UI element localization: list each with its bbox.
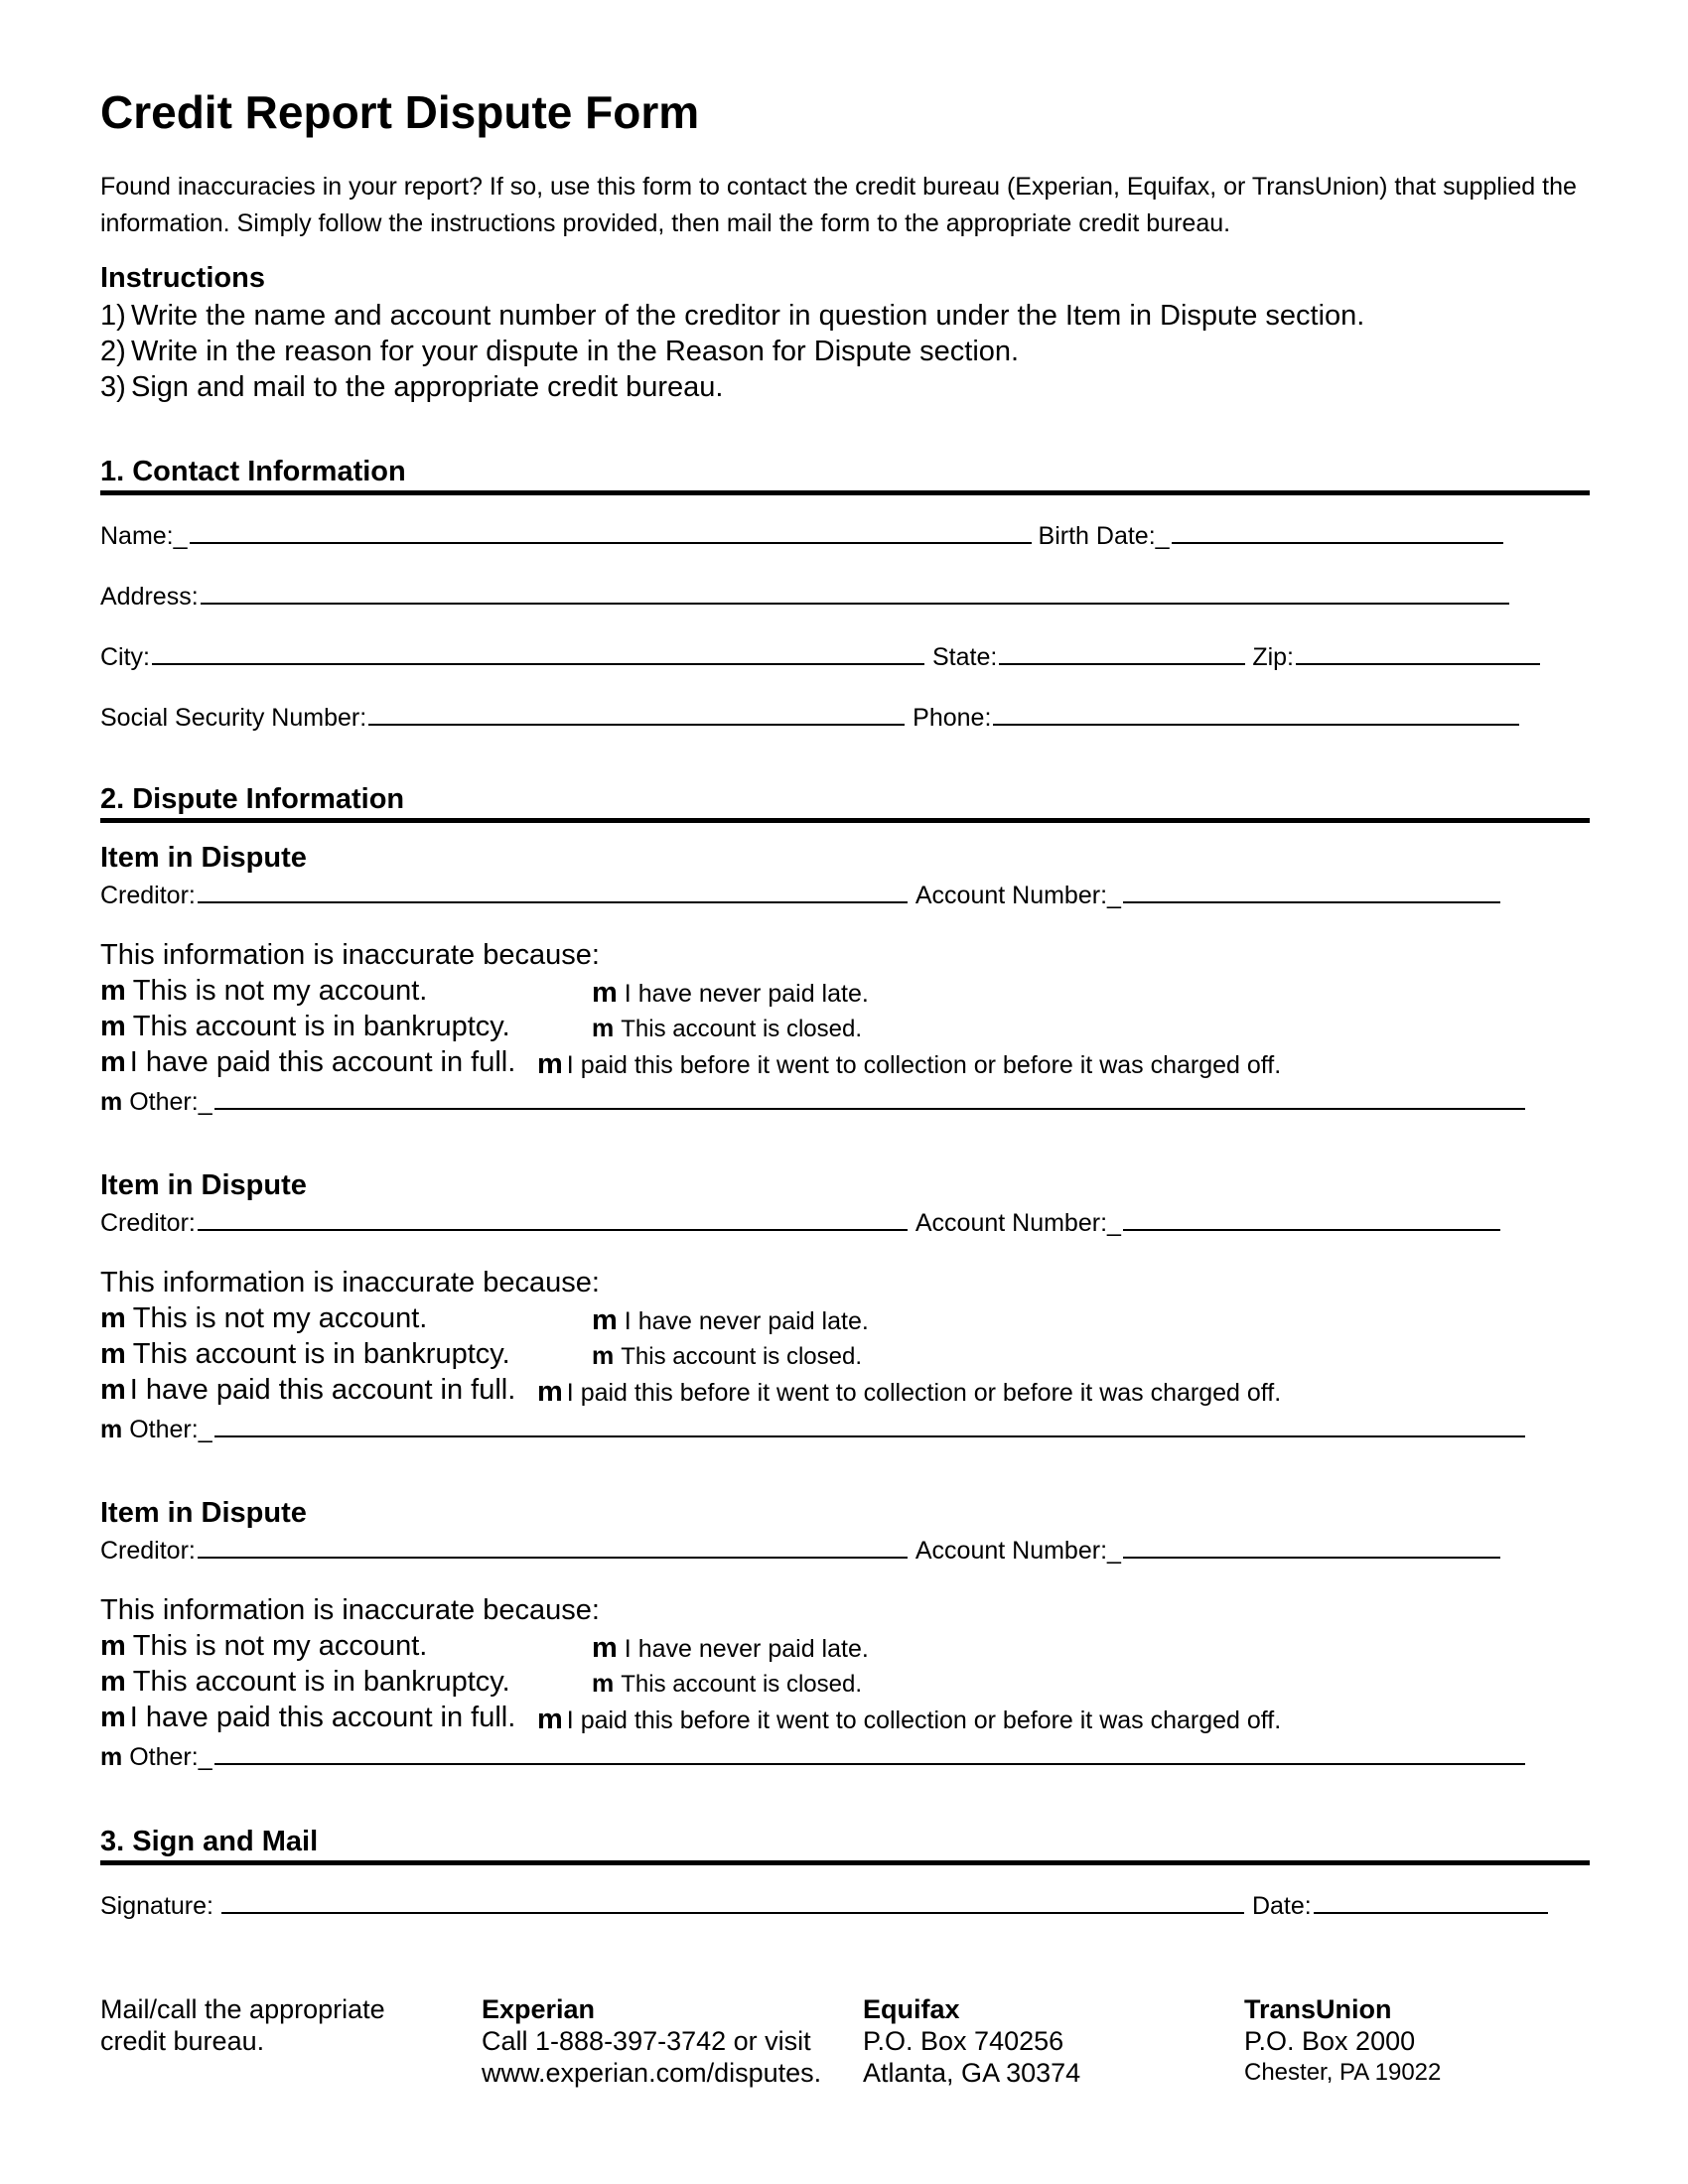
option-label: This is not my account. [132,1302,428,1334]
bureau-name: TransUnion [1244,1994,1392,2024]
contact-section-heading [100,453,1590,495]
phone-label: Phone: [913,704,992,732]
phone-field[interactable] [993,702,1519,726]
option-label: This account is in bankruptcy. [132,1011,510,1042]
option-label: I paid this before it went to collection or before it was charged off. [566,1051,1282,1079]
option-never-paid-late[interactable] [592,1634,869,1663]
inaccurate-because-label: This information is inaccurate because: [100,1594,600,1626]
signature-row [100,1890,1548,1919]
step-text: Write in the reason for your dispute in the Reason for Dispute section. [131,336,1020,367]
option-label: I have never paid late. [624,980,869,1008]
address-label: Address: [100,583,199,611]
option-other-row [100,1086,1525,1115]
checkbox-icon[interactable]: m [100,1302,126,1334]
other-reason-field[interactable] [214,1741,1525,1765]
option-other-row [100,1414,1525,1442]
bureau-name: Equifax [863,1994,960,2024]
creditor-label: Creditor: [100,1209,196,1237]
address-row [100,581,1509,610]
step-number: 1) [100,300,126,332]
option-account-closed[interactable] [592,1672,862,1697]
signature-label: Signature: [100,1892,213,1920]
instruction-step [100,334,1364,369]
option-bankruptcy[interactable] [100,1013,510,1041]
option-bankruptcy[interactable] [100,1668,510,1697]
name-label: Name:_ [100,522,188,550]
option-bankruptcy[interactable] [100,1340,510,1369]
bureau-contact-line[interactable]: www.experian.com/disputes. [482,2058,822,2088]
step-number: 2) [100,336,126,367]
instruction-step [100,369,1364,405]
account-number-label: Account Number:_ [914,1537,1121,1565]
signature-field[interactable] [221,1890,1244,1914]
section-title: 1. Contact Information [100,456,406,487]
step-text: Write the name and account number of the creditor in question under the Item in Dispute section. [131,300,1365,332]
step-number: 3) [100,371,126,403]
city-row [100,641,1540,670]
checkbox-icon[interactable]: m [100,1702,126,1733]
zip-field[interactable] [1296,641,1540,665]
checkbox-icon[interactable]: m [537,1376,563,1408]
name-field[interactable] [190,520,1032,544]
bureau-contact-line: Call 1-888-397-3742 or visit [482,2026,811,2056]
ssn-row [100,702,1519,731]
other-reason-field[interactable] [214,1414,1525,1437]
option-label: I have never paid late. [624,1307,869,1335]
creditor-field[interactable] [198,1535,908,1559]
bureau-transunion [1244,1993,1441,2089]
address-field[interactable] [201,581,1509,605]
inaccurate-because-label: This information is inaccurate because: [100,939,600,971]
ssn-field[interactable] [368,702,905,726]
mail-instruction-line: Mail/call the appropriate [100,1994,385,2024]
creditor-row [100,1207,1500,1236]
state-field[interactable] [999,641,1245,665]
option-not-my-account[interactable] [100,977,427,1006]
bureau-address-line: Atlanta, GA 30374 [863,2058,1081,2088]
city-field[interactable] [152,641,924,665]
creditor-field[interactable] [198,880,908,903]
date-field[interactable] [1314,1890,1548,1914]
option-label: This account is in bankruptcy. [132,1666,510,1698]
account-number-field[interactable] [1123,1207,1500,1231]
ssn-label: Social Security Number: [100,704,367,732]
section-title: 3. Sign and Mail [100,1826,319,1857]
option-paid-in-full[interactable] [100,1376,515,1405]
checkbox-icon[interactable]: m [100,1416,123,1443]
bureau-name: Experian [482,1994,596,2024]
item-in-dispute-heading: Item in Dispute [100,842,307,874]
account-number-field[interactable] [1123,1535,1500,1559]
option-label: I have paid this account in full. [129,1046,516,1078]
instructions-list [100,298,1364,405]
checkbox-icon[interactable]: m [537,1704,563,1735]
option-not-my-account[interactable] [100,1632,427,1661]
birth-date-label: Birth Date:_ [1038,522,1170,550]
creditor-label: Creditor: [100,882,196,909]
account-number-label: Account Number:_ [914,882,1121,909]
zip-label: Zip: [1252,643,1295,671]
checkbox-icon[interactable]: m [100,1630,126,1662]
creditor-label: Creditor: [100,1537,196,1565]
other-label: Other:_ [129,1743,212,1771]
option-label: This is not my account. [132,975,428,1007]
mail-instruction-line: credit bureau. [100,2026,265,2056]
checkbox-icon[interactable]: m [592,1015,615,1042]
checkbox-icon[interactable]: m [592,1670,615,1698]
other-label: Other:_ [129,1088,212,1116]
option-label: I paid this before it went to collection or before it was charged off. [566,1379,1282,1407]
state-label: State: [932,643,998,671]
checkbox-icon[interactable]: m [592,1342,615,1370]
option-not-my-account[interactable] [100,1304,427,1333]
dispute-section-heading [100,780,1590,823]
date-label: Date: [1251,1892,1312,1920]
option-label: I paid this before it went to collection or before it was charged off. [566,1706,1282,1734]
checkbox-icon[interactable]: m [100,1743,123,1771]
checkbox-icon[interactable]: m [100,975,126,1007]
bureau-address-line: Chester, PA 19022 [1244,2059,1442,2086]
checkbox-icon[interactable]: m [100,1046,126,1078]
option-label: This is not my account. [132,1630,428,1662]
option-label: I have paid this account in full. [129,1374,516,1406]
mail-instruction [100,1993,385,2057]
checkbox-icon[interactable]: m [537,1048,563,1080]
option-label: I have paid this account in full. [129,1702,516,1733]
checkbox-icon[interactable]: m [592,977,618,1009]
option-never-paid-late[interactable] [592,979,869,1008]
bureau-address-line: P.O. Box 740256 [863,2026,1064,2056]
option-account-closed[interactable] [592,1017,862,1041]
creditor-row [100,880,1500,908]
account-number-label: Account Number:_ [914,1209,1121,1237]
city-label: City: [100,643,150,671]
instruction-step [100,298,1364,334]
option-other-row [100,1741,1525,1770]
option-label: This account is closed. [621,1016,863,1042]
bureau-experian [482,1993,821,2089]
option-paid-before-collection[interactable] [537,1050,1281,1079]
name-row [100,520,1503,549]
inaccurate-because-label: This information is inaccurate because: [100,1267,600,1298]
option-label: I have never paid late. [624,1635,869,1663]
option-paid-before-collection[interactable] [537,1378,1281,1407]
option-paid-in-full[interactable] [100,1048,515,1077]
bureau-equifax [863,1993,1080,2089]
creditor-row [100,1535,1500,1564]
birth-date-field[interactable] [1172,520,1503,544]
option-account-closed[interactable] [592,1344,862,1369]
checkbox-icon[interactable]: m [592,1304,618,1336]
section-title: 2. Dispute Information [100,783,405,815]
option-paid-in-full[interactable] [100,1704,515,1732]
creditor-field[interactable] [198,1207,908,1231]
checkbox-icon[interactable]: m [100,1666,126,1698]
bureau-address-line: P.O. Box 2000 [1244,2026,1416,2056]
intro-paragraph: Found inaccuracies in your report? If so, use this form to contact the credit bureau (Experian, Equifax, or TransUnion) that supplied the information. Simply follow the instructions provided, then mail the form to the appropriate credit bureau. [100,173,1577,237]
other-reason-field[interactable] [214,1086,1525,1110]
option-label: This account is closed. [621,1343,863,1370]
other-label: Other:_ [129,1416,212,1443]
option-never-paid-late[interactable] [592,1306,869,1335]
account-number-field[interactable] [1123,880,1500,903]
item-in-dispute-heading: Item in Dispute [100,1169,307,1201]
option-label: This account is in bankruptcy. [132,1338,510,1370]
instructions-heading: Instructions [100,262,265,294]
item-in-dispute-heading: Item in Dispute [100,1497,307,1529]
step-text: Sign and mail to the appropriate credit bureau. [131,371,724,403]
option-label: This account is closed. [621,1671,863,1698]
option-paid-before-collection[interactable] [537,1706,1281,1734]
checkbox-icon[interactable]: m [100,1088,123,1116]
sign-section-heading [100,1823,1590,1865]
checkbox-icon[interactable]: m [100,1338,126,1370]
checkbox-icon[interactable]: m [100,1374,126,1406]
page-title: Credit Report Dispute Form [100,86,700,138]
checkbox-icon[interactable]: m [100,1011,126,1042]
checkbox-icon[interactable]: m [592,1632,618,1664]
